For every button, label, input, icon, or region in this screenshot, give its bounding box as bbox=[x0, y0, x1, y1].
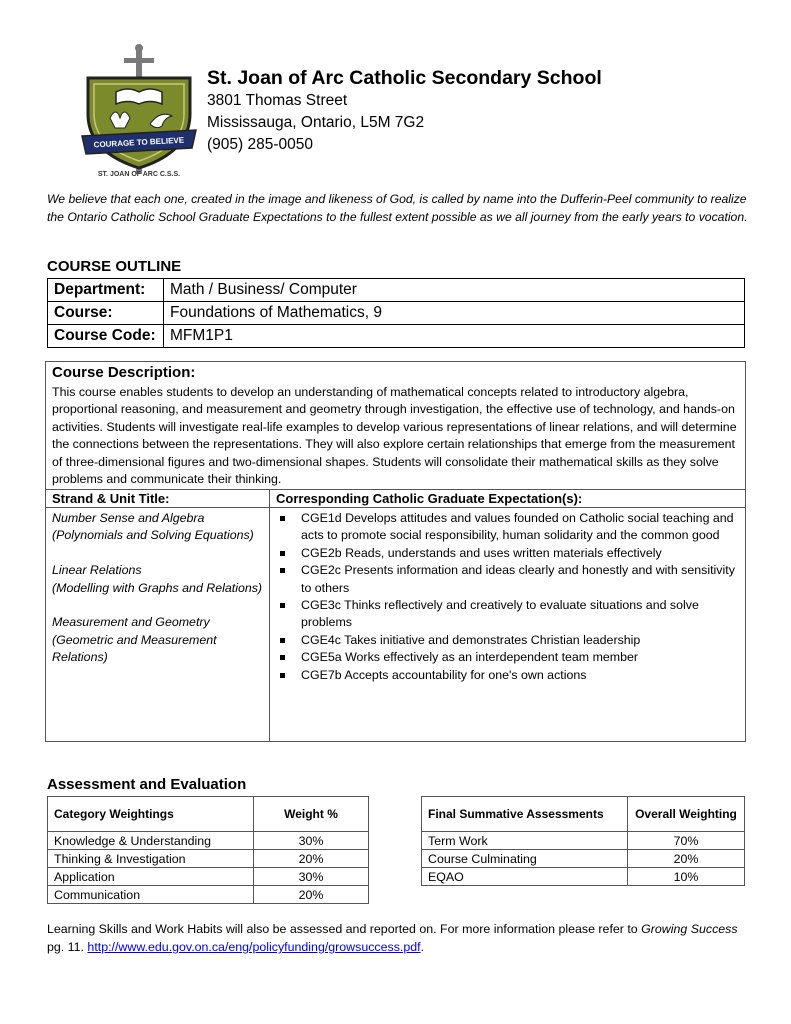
table-header-cell: Overall Weighting bbox=[628, 797, 745, 832]
strand-list bbox=[52, 510, 267, 684]
footer-text-page: pg. 11. bbox=[47, 940, 88, 954]
table-cell: Communication bbox=[48, 886, 254, 904]
bullet-icon bbox=[280, 568, 285, 573]
logo-school-name: ST. JOAN OF ARC C.S.S. bbox=[97, 171, 181, 178]
table-row bbox=[48, 886, 369, 904]
school-contact bbox=[207, 66, 602, 156]
expectation-text: CGE3c Thinks reflectively and creatively to evaluate situations and solve problems bbox=[301, 598, 699, 630]
footer-text: Learning Skills and Work Habits will also be assessed and reported on. For more information please refer to bbox=[47, 922, 642, 936]
table-row bbox=[48, 832, 369, 850]
assessment-title: Assessment and Evaluation bbox=[47, 776, 247, 793]
bullet-icon bbox=[280, 551, 285, 556]
table-row bbox=[48, 868, 369, 886]
outline-label: Department: bbox=[48, 279, 164, 302]
table-header-cell: Final Summative Assessments bbox=[422, 797, 628, 832]
table-header-cell: Weight % bbox=[254, 797, 369, 832]
table-cell: Course Culminating bbox=[422, 850, 628, 868]
outline-row-department bbox=[48, 279, 745, 302]
expectation-item bbox=[276, 510, 741, 545]
school-phone: (905) 285-0050 bbox=[207, 136, 313, 153]
outline-label: Course Code: bbox=[48, 325, 164, 348]
strand-item bbox=[52, 510, 267, 545]
mission-statement: We believe that each one, created in the image and likeness of God, is called by name into the Dufferin-Peel community to realize the Ontario Catholic School Graduate Expectations to the fullest extent possible as we all journey from the early years to vocation. bbox=[47, 192, 748, 224]
strand-subtitle: (Polynomials and Solving Equations) bbox=[52, 528, 254, 543]
strand-item bbox=[52, 562, 267, 597]
table-cell: Thinking & Investigation bbox=[48, 850, 254, 868]
table-cell: EQAO bbox=[422, 868, 628, 886]
table-cell: 20% bbox=[254, 886, 369, 904]
footer-end: . bbox=[420, 940, 425, 954]
course-outline-title: COURSE OUTLINE bbox=[47, 258, 182, 275]
table-cell: Knowledge & Understanding bbox=[48, 832, 254, 850]
expectation-item bbox=[276, 545, 741, 562]
school-name: St. Joan of Arc Catholic Secondary School bbox=[207, 67, 602, 89]
strand-subtitle: (Geometric and Measurement Relations) bbox=[52, 632, 217, 665]
footer-note bbox=[47, 920, 752, 956]
expectation-text: CGE1d Develops attitudes and values founded on Catholic social teaching and acts to promote social responsibility, human solidarity and the common good bbox=[301, 511, 734, 543]
growing-success-link[interactable]: http://www.edu.gov.on.ca/eng/policyfunding/growsuccess.pdf bbox=[87, 940, 421, 954]
strand-header: Strand & Unit Title: bbox=[52, 491, 170, 506]
school-crest-logo bbox=[80, 44, 198, 179]
outline-label: Course: bbox=[48, 302, 164, 325]
school-header bbox=[80, 44, 760, 184]
strand-item bbox=[52, 614, 267, 666]
expectation-text: CGE4c Takes initiative and demonstrates Christian leadership bbox=[301, 632, 641, 647]
logo-motto: COURAGE TO BELIEVE bbox=[93, 135, 185, 150]
table-header-cell: Category Weightings bbox=[48, 797, 254, 832]
final-summative-table bbox=[421, 796, 745, 886]
table-cell: Application bbox=[48, 868, 254, 886]
strand-header-row bbox=[46, 489, 745, 508]
course-description-box bbox=[45, 361, 746, 742]
outline-value: MFM1P1 bbox=[164, 325, 745, 348]
expectation-item bbox=[276, 667, 741, 684]
expectation-list bbox=[276, 510, 741, 684]
strand-subtitle: (Modelling with Graphs and Relations) bbox=[52, 580, 263, 595]
category-weightings-table bbox=[47, 796, 369, 904]
table-row bbox=[422, 868, 745, 886]
table-row bbox=[48, 850, 369, 868]
bullet-icon bbox=[280, 655, 285, 660]
outline-row-course bbox=[48, 302, 745, 325]
expectation-header: Corresponding Catholic Graduate Expectation(s): bbox=[276, 491, 583, 506]
table-cell: 20% bbox=[628, 850, 745, 868]
growing-success-title: Growing Success bbox=[641, 922, 738, 936]
expectation-item bbox=[276, 649, 741, 666]
strand-title: Number Sense and Algebra bbox=[52, 511, 205, 525]
course-description-text: This course enables students to develop an understanding of mathematical concepts related to introductory algebra, proportional reasoning, and measurement and geometry through investigation, the effective use of technology, and hands-on activities. Students will investigate real-life examples to develop various representations of linear relations, and will determine the connections between the representations. They will also explore certain relationships that emerge from the measurement of three-dimensional figures and two-dimensional shapes. Students will consolidate their mathematical skills as they solve problems and communicate their thinking. bbox=[52, 385, 737, 487]
table-cell: Term Work bbox=[422, 832, 628, 850]
outline-value: Foundations of Mathematics, 9 bbox=[164, 302, 745, 325]
strand-title: Linear Relations bbox=[52, 563, 142, 578]
table-cell: 30% bbox=[254, 832, 369, 850]
table-cell: 70% bbox=[628, 832, 745, 850]
table-header-row bbox=[48, 797, 369, 832]
bullet-icon bbox=[280, 673, 285, 678]
table-cell: 30% bbox=[254, 868, 369, 886]
expectation-text: CGE7b Accepts accountability for one's own actions bbox=[301, 667, 587, 682]
table-row bbox=[422, 850, 745, 868]
table-cell: 10% bbox=[628, 868, 745, 886]
expectation-text: CGE2c Presents information and ideas clearly and honestly and with sensitivity to others bbox=[301, 563, 735, 595]
expectation-text: CGE2b Reads, understands and uses written materials effectively bbox=[301, 545, 662, 560]
course-outline-table bbox=[47, 278, 745, 348]
table-row bbox=[422, 832, 745, 850]
expectation-item bbox=[276, 597, 741, 632]
strand-title: Measurement and Geometry bbox=[52, 615, 210, 630]
course-description-title: Course Description: bbox=[52, 364, 196, 381]
outline-row-course-code bbox=[48, 325, 745, 348]
school-address-city: Mississauga, Ontario, L5M 7G2 bbox=[207, 114, 425, 131]
bullet-icon bbox=[280, 638, 285, 643]
school-address-street: 3801 Thomas Street bbox=[207, 92, 348, 109]
expectation-item bbox=[276, 632, 741, 649]
table-header-row bbox=[422, 797, 745, 832]
bullet-icon bbox=[280, 603, 285, 608]
table-cell: 20% bbox=[254, 850, 369, 868]
outline-value: Math / Business/ Computer bbox=[164, 279, 745, 302]
expectation-text: CGE5a Works effectively as an interdependent team member bbox=[301, 650, 639, 665]
column-divider bbox=[269, 489, 270, 741]
expectation-item bbox=[276, 562, 741, 597]
bullet-icon bbox=[280, 516, 285, 521]
